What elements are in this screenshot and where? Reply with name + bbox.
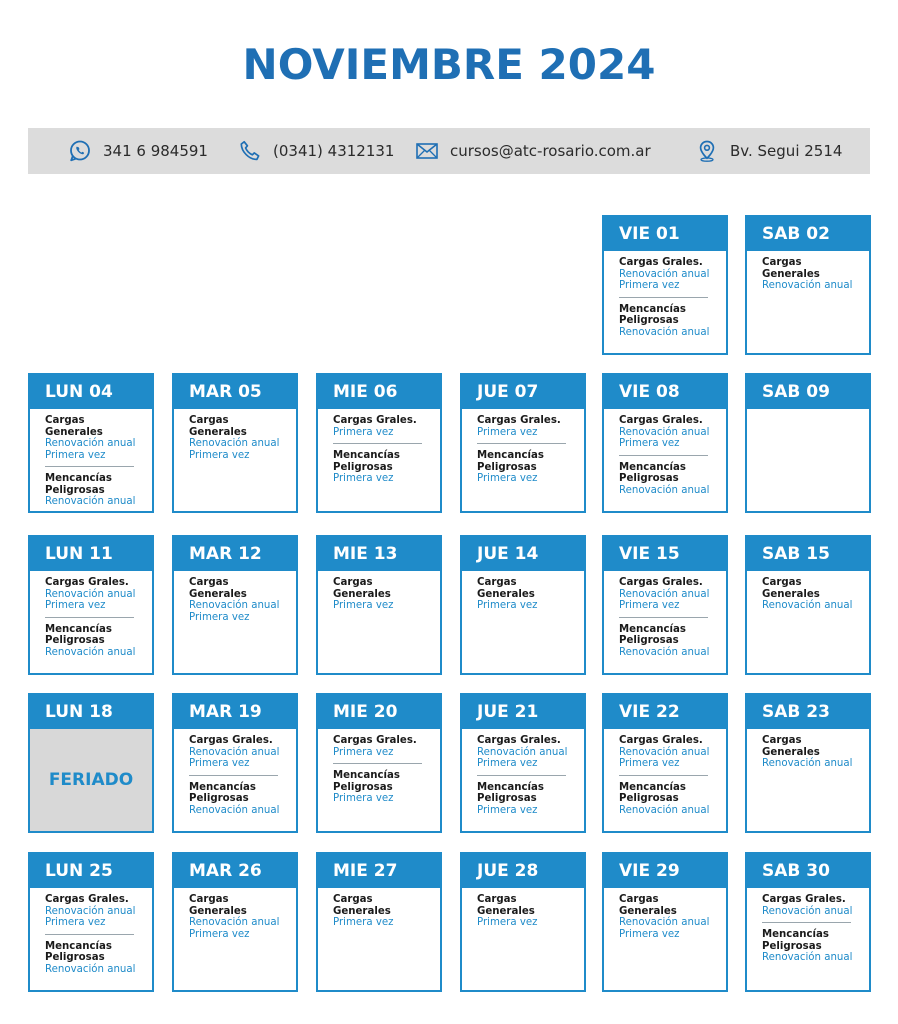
course-type: Primera vez <box>333 473 394 484</box>
day-label: MIE 27 <box>318 854 440 888</box>
course-type: Primera vez <box>333 426 394 438</box>
course-name: Cargas <box>762 257 802 268</box>
course-name: Peligrosas <box>619 315 679 326</box>
day-cell <box>602 215 728 355</box>
course-divider <box>477 443 566 444</box>
course-name: Mencancías <box>477 450 544 461</box>
day-body <box>30 409 152 508</box>
day-body <box>174 729 296 816</box>
course-name: Mencancías <box>619 461 686 473</box>
course-type: Primera vez <box>477 600 538 611</box>
day-body <box>747 251 869 292</box>
course-divider <box>189 775 278 776</box>
day-body <box>318 888 440 929</box>
day-cell <box>745 373 871 513</box>
day-cell <box>460 373 586 513</box>
course-type: Primera vez <box>619 438 680 449</box>
day-label: SAB 09 <box>747 375 869 409</box>
course-type: Primera vez <box>189 928 250 940</box>
day-label: MIE 13 <box>318 537 440 571</box>
course-type: Primera vez <box>189 758 250 769</box>
day-label: MIE 06 <box>318 375 440 409</box>
course-name: Generales <box>189 588 247 600</box>
day-cell <box>745 215 871 355</box>
course-type: Renovación anual <box>45 963 136 975</box>
course-entry <box>619 462 718 497</box>
day-cell <box>745 535 871 675</box>
course-name: Peligrosas <box>45 484 105 496</box>
day-cell <box>460 693 586 833</box>
course-entry <box>762 735 861 770</box>
course-entry <box>619 577 718 612</box>
course-type: Renovación anual <box>45 646 136 658</box>
course-type: Renovación anual <box>619 268 710 280</box>
day-cell <box>28 852 154 992</box>
day-cell <box>316 852 442 992</box>
course-entry <box>45 894 144 929</box>
course-type: Renovación anual <box>189 746 280 758</box>
phone-icon <box>238 139 262 163</box>
course-type: Renovación anual <box>762 280 853 291</box>
course-name: Cargas <box>619 894 659 905</box>
course-name: Generales <box>189 905 247 917</box>
course-entry <box>619 415 718 450</box>
course-name: Generales <box>333 905 391 917</box>
course-name: Peligrosas <box>333 461 393 473</box>
course-type: Primera vez <box>619 600 680 611</box>
course-entry <box>333 735 432 758</box>
course-entry <box>477 577 576 612</box>
course-type: Primera vez <box>477 473 538 484</box>
day-cell <box>316 693 442 833</box>
course-entry <box>477 782 576 817</box>
course-name: Cargas Grales. <box>333 735 417 746</box>
course-name: Cargas Grales. <box>477 415 561 426</box>
course-entry <box>333 450 432 485</box>
course-type: Primera vez <box>45 917 106 928</box>
course-name: Peligrosas <box>45 952 105 963</box>
course-name: Mencancías <box>619 623 686 635</box>
day-label: VIE 22 <box>604 695 726 729</box>
day-label: VIE 01 <box>604 217 726 251</box>
contact-email[interactable] <box>415 128 651 174</box>
course-type: Primera vez <box>619 928 680 940</box>
day-cell <box>172 852 298 992</box>
course-entry <box>619 782 718 817</box>
day-label: LUN 18 <box>30 695 152 729</box>
course-type: Renovación anual <box>619 326 710 338</box>
course-name: Mencancías <box>333 770 400 781</box>
course-name: Generales <box>762 746 820 758</box>
course-name: Mencancías <box>45 940 112 952</box>
course-entry <box>45 577 144 612</box>
day-body <box>604 251 726 338</box>
course-entry <box>189 415 288 461</box>
course-name: Cargas Grales. <box>619 257 703 268</box>
street-address: Bv. Segui 2514 <box>730 142 843 160</box>
day-body <box>462 409 584 485</box>
day-label: LUN 11 <box>30 537 152 571</box>
course-divider <box>619 297 708 298</box>
course-entry <box>619 894 718 940</box>
day-cell <box>172 535 298 675</box>
day-cell <box>28 693 154 833</box>
course-type: Renovación anual <box>477 746 568 758</box>
course-entry <box>762 577 861 612</box>
course-name: Cargas Grales. <box>477 735 561 746</box>
day-body <box>604 571 726 658</box>
course-name: Mencancías <box>189 781 256 793</box>
course-name: Cargas <box>477 894 517 905</box>
day-body <box>30 571 152 658</box>
course-type: Renovación anual <box>45 496 136 507</box>
day-label: SAB 30 <box>747 854 869 888</box>
day-cell <box>316 535 442 675</box>
day-label: VIE 08 <box>604 375 726 409</box>
course-type: Renovación anual <box>45 905 136 917</box>
course-entry <box>762 257 861 292</box>
day-cell <box>602 852 728 992</box>
page-title: NOVIEMBRE 2024 <box>242 40 656 89</box>
course-entry <box>189 894 288 940</box>
course-entry <box>762 929 861 964</box>
course-type: Renovación anual <box>189 600 280 611</box>
course-name: Generales <box>762 268 820 280</box>
day-cell <box>172 693 298 833</box>
course-entry <box>189 577 288 623</box>
course-name: Generales <box>619 905 677 917</box>
day-label: MAR 12 <box>174 537 296 571</box>
day-cell <box>28 373 154 513</box>
course-entry <box>619 735 718 770</box>
course-entry <box>333 415 432 438</box>
contact-bar <box>28 128 870 174</box>
course-divider <box>45 617 134 618</box>
day-cell <box>316 373 442 513</box>
course-entry <box>333 894 432 929</box>
day-label: JUE 14 <box>462 537 584 571</box>
course-entry <box>477 450 576 485</box>
day-label: JUE 21 <box>462 695 584 729</box>
course-name: Generales <box>477 588 535 600</box>
day-body <box>318 409 440 485</box>
course-type: Primera vez <box>477 917 538 928</box>
course-entry <box>45 941 144 976</box>
course-divider <box>45 934 134 935</box>
course-name: Peligrosas <box>477 793 537 804</box>
course-name: Cargas <box>189 577 229 588</box>
course-entry <box>45 624 144 659</box>
day-label: MAR 05 <box>174 375 296 409</box>
day-label: MIE 20 <box>318 695 440 729</box>
course-type: Primera vez <box>619 758 680 769</box>
day-body <box>462 729 584 816</box>
day-body <box>174 571 296 623</box>
course-name: Mencancías <box>333 450 400 461</box>
day-body <box>604 729 726 816</box>
course-entry <box>333 770 432 805</box>
course-type: Primera vez <box>477 426 538 438</box>
course-entry <box>619 304 718 339</box>
day-body <box>462 888 584 929</box>
course-entry <box>619 624 718 659</box>
course-type: Renovación anual <box>189 438 280 449</box>
course-entry <box>619 257 718 292</box>
course-divider <box>762 922 851 923</box>
day-label: SAB 02 <box>747 217 869 251</box>
day-body <box>318 729 440 805</box>
course-entry <box>189 782 288 817</box>
course-name: Mencancías <box>45 623 112 635</box>
course-name: Mencancías <box>477 781 544 793</box>
day-cell <box>745 852 871 992</box>
course-name: Peligrosas <box>762 940 822 952</box>
course-name: Peligrosas <box>189 793 249 804</box>
course-name: Peligrosas <box>619 793 679 804</box>
day-cell <box>745 693 871 833</box>
course-name: Mencancías <box>45 473 112 484</box>
course-name: Cargas Grales. <box>333 415 417 426</box>
day-body <box>604 888 726 940</box>
course-type: Renovación anual <box>189 917 280 928</box>
course-entry <box>477 735 576 770</box>
day-body <box>747 409 869 415</box>
course-type: Primera vez <box>333 793 394 804</box>
course-type: Renovación anual <box>619 426 710 438</box>
course-name: Generales <box>762 588 820 600</box>
day-label: JUE 07 <box>462 375 584 409</box>
course-name: Cargas <box>189 894 229 905</box>
course-type: Renovación anual <box>45 438 136 449</box>
course-divider <box>333 763 422 764</box>
day-label: SAB 23 <box>747 695 869 729</box>
course-name: Mencancías <box>619 303 686 315</box>
mail-icon <box>415 139 439 163</box>
day-body <box>747 888 869 964</box>
course-entry <box>477 415 576 438</box>
course-divider <box>333 443 422 444</box>
course-name: Generales <box>189 426 247 438</box>
whatsapp-icon <box>68 139 92 163</box>
contact-whatsapp[interactable] <box>68 128 208 174</box>
course-type: Primera vez <box>333 600 394 611</box>
course-name: Generales <box>477 905 535 917</box>
course-type: Primera vez <box>477 758 538 769</box>
course-name: Generales <box>333 588 391 600</box>
course-name: Mencancías <box>762 929 829 940</box>
course-type: Renovación anual <box>619 804 710 816</box>
day-cell <box>460 852 586 992</box>
course-name: Cargas <box>762 735 802 746</box>
course-name: Cargas Grales. <box>619 415 703 426</box>
course-type: Renovación anual <box>619 646 710 658</box>
course-name: Peligrosas <box>619 635 679 646</box>
day-label: MAR 26 <box>174 854 296 888</box>
course-name: Cargas Grales. <box>45 577 129 588</box>
course-type: Renovación anual <box>762 952 853 963</box>
course-type: Renovación anual <box>762 905 853 917</box>
course-entry <box>762 894 861 917</box>
day-cell <box>602 373 728 513</box>
course-name: Cargas Grales. <box>762 894 846 905</box>
course-divider <box>619 617 708 618</box>
day-body <box>604 409 726 496</box>
course-name: Cargas <box>45 415 85 426</box>
day-body <box>174 888 296 940</box>
course-name: Cargas <box>333 577 373 588</box>
day-label: SAB 15 <box>747 537 869 571</box>
day-body <box>462 571 584 612</box>
course-name: Peligrosas <box>619 473 679 484</box>
day-body <box>174 409 296 461</box>
email-address: cursos@atc-rosario.com.ar <box>450 142 651 160</box>
course-name: Cargas <box>189 415 229 426</box>
day-cell <box>460 535 586 675</box>
course-name: Cargas Grales. <box>189 735 273 746</box>
day-body <box>30 888 152 975</box>
course-type: Primera vez <box>477 804 538 816</box>
location-pin-icon <box>695 139 719 163</box>
course-divider <box>619 455 708 456</box>
day-label: LUN 25 <box>30 854 152 888</box>
course-name: Cargas Grales. <box>619 735 703 746</box>
day-cell <box>602 693 728 833</box>
course-type: Renovación anual <box>619 746 710 758</box>
day-label: VIE 15 <box>604 537 726 571</box>
course-name: Peligrosas <box>45 635 105 646</box>
course-type: Primera vez <box>45 449 106 461</box>
course-entry <box>333 577 432 612</box>
course-type: Renovación anual <box>189 804 280 816</box>
course-name: Cargas <box>762 577 802 588</box>
course-type: Renovación anual <box>762 758 853 769</box>
day-cell <box>172 373 298 513</box>
course-entry <box>45 415 144 461</box>
course-name: Peligrosas <box>477 461 537 473</box>
course-divider <box>477 775 566 776</box>
course-entry <box>189 735 288 770</box>
day-cell <box>602 535 728 675</box>
course-type: Primera vez <box>333 917 394 928</box>
course-type: Renovación anual <box>619 588 710 600</box>
course-type: Renovación anual <box>619 917 710 928</box>
course-type: Renovación anual <box>762 600 853 611</box>
course-name: Generales <box>45 426 103 438</box>
course-entry <box>45 473 144 508</box>
course-name: Cargas <box>333 894 373 905</box>
course-name: Cargas Grales. <box>619 577 703 588</box>
course-divider <box>45 466 134 467</box>
course-type: Renovación anual <box>619 484 710 496</box>
day-label: JUE 28 <box>462 854 584 888</box>
phone-number: (0341) 4312131 <box>273 142 395 160</box>
course-name: Mencancías <box>619 781 686 793</box>
contact-phone[interactable] <box>238 128 394 174</box>
course-type: Primera vez <box>619 280 680 291</box>
course-name: Cargas <box>477 577 517 588</box>
course-entry <box>477 894 576 929</box>
course-type: Primera vez <box>333 746 394 758</box>
day-label: MAR 19 <box>174 695 296 729</box>
day-label: LUN 04 <box>30 375 152 409</box>
day-label: VIE 29 <box>604 854 726 888</box>
course-type: Primera vez <box>189 611 250 623</box>
day-cell <box>28 535 154 675</box>
holiday-label: FERIADO <box>30 729 152 831</box>
day-body <box>318 571 440 612</box>
whatsapp-number: 341 6 984591 <box>103 142 208 160</box>
course-type: Primera vez <box>189 449 250 461</box>
course-type: Primera vez <box>45 600 106 611</box>
day-body <box>747 729 869 770</box>
day-body <box>747 571 869 612</box>
course-name: Cargas Grales. <box>45 894 129 905</box>
contact-address[interactable] <box>695 128 842 174</box>
course-divider <box>619 775 708 776</box>
course-type: Renovación anual <box>45 588 136 600</box>
course-name: Peligrosas <box>333 781 393 793</box>
